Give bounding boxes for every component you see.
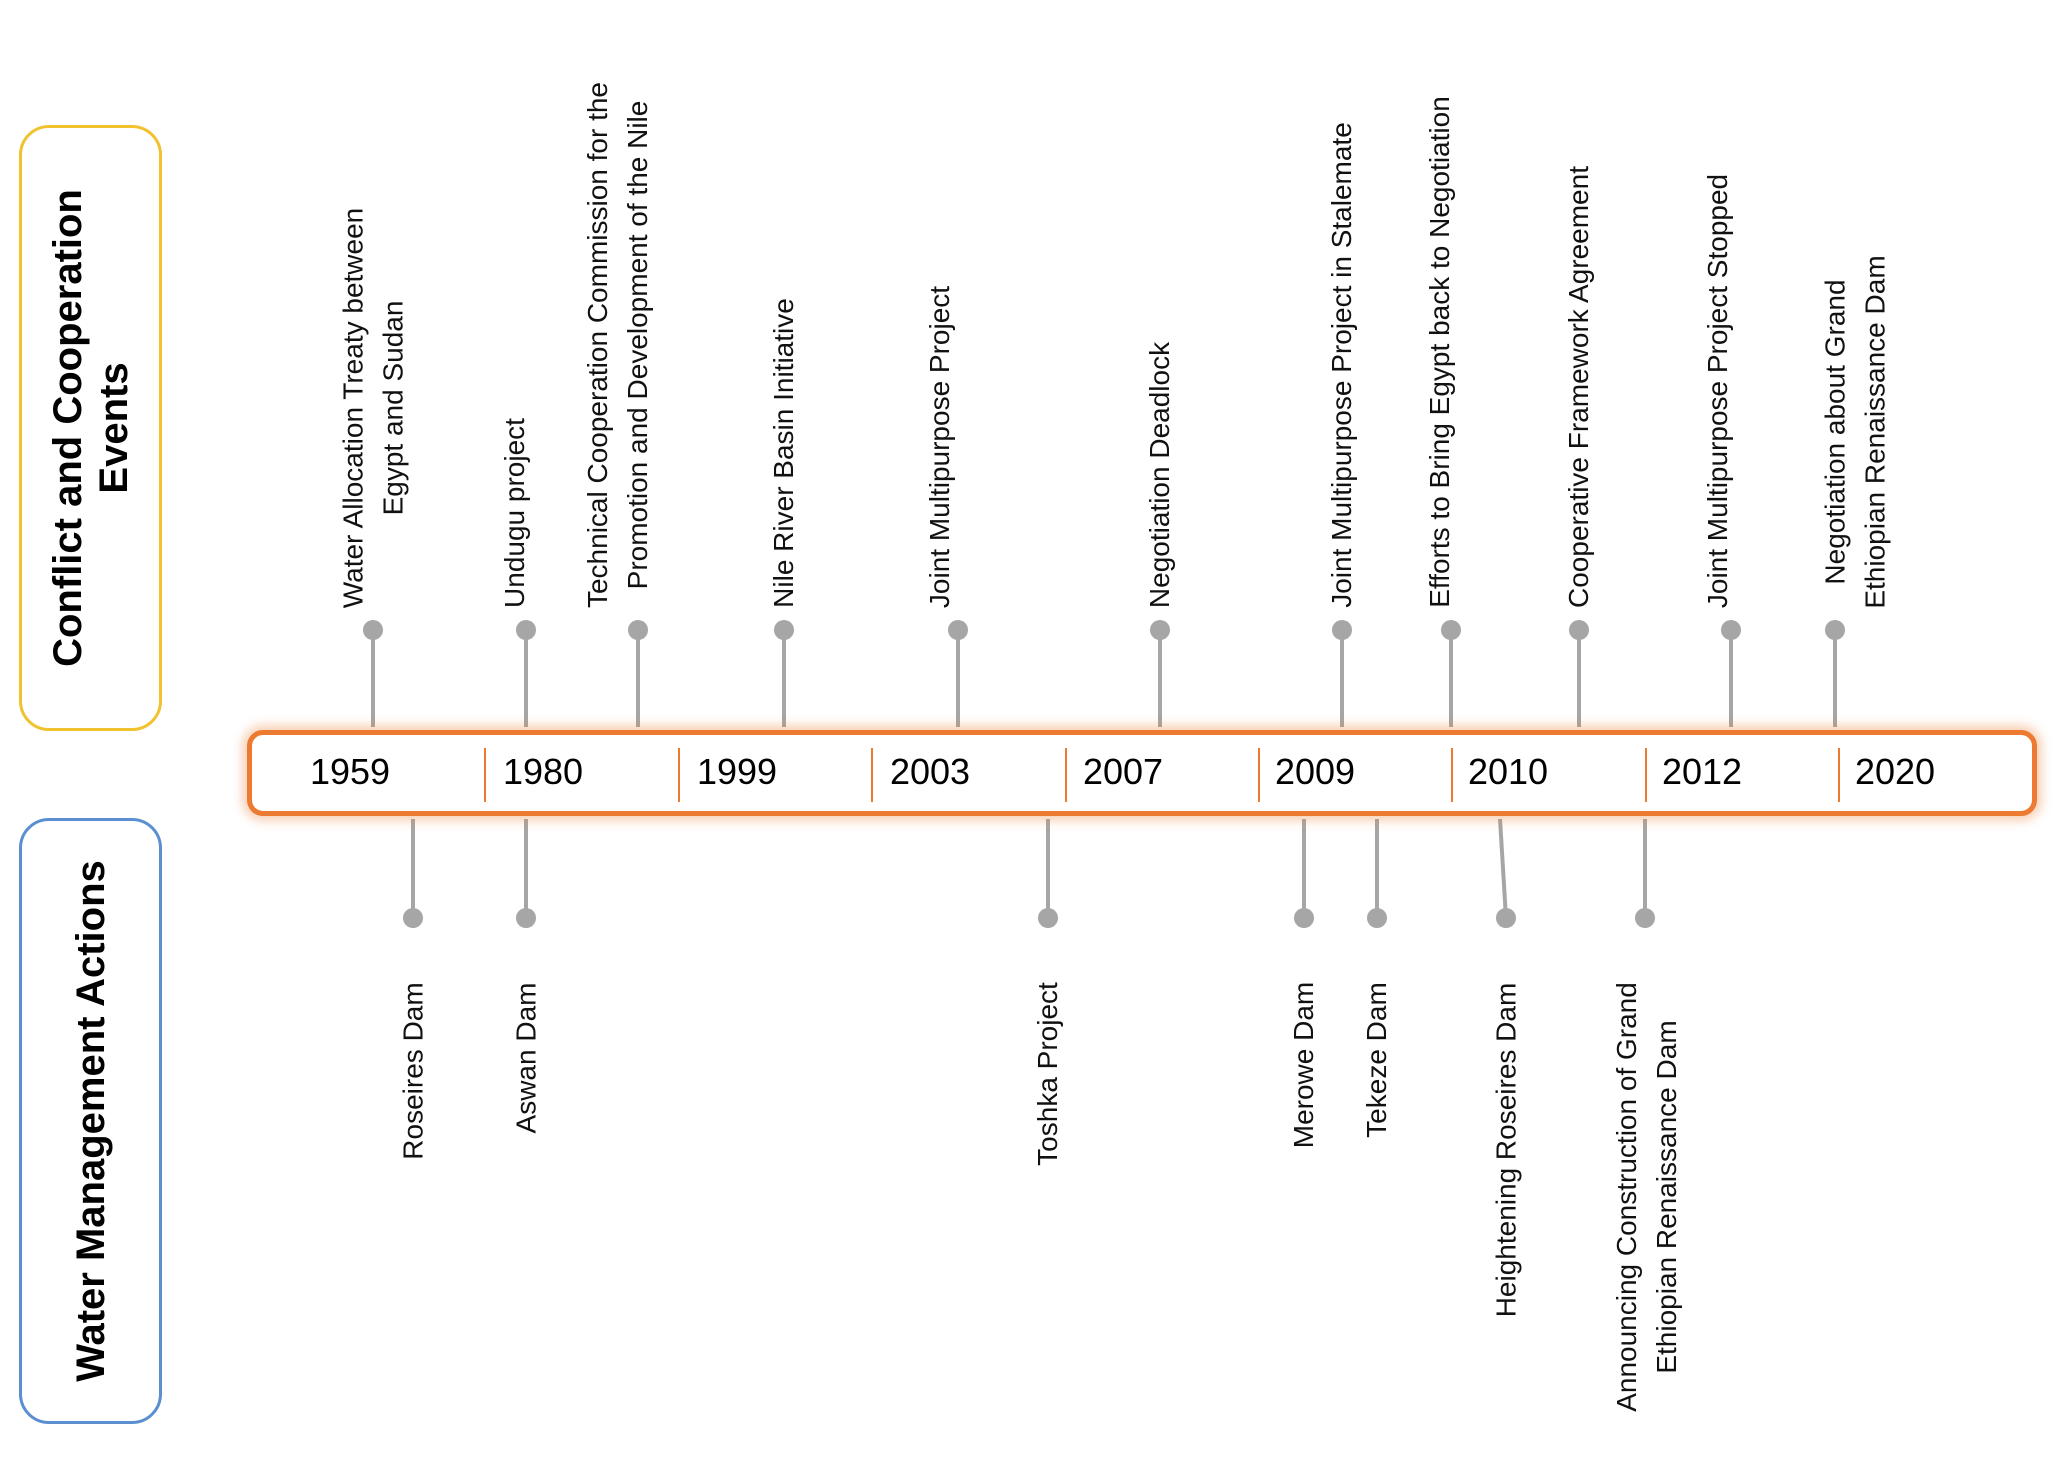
top-event-stem-9 xyxy=(1569,620,1589,727)
bottom-event-label-7-line-1: Announcing Construction of Grand xyxy=(1610,982,1642,1412)
bottom-event-label-3 xyxy=(1028,982,1068,1166)
year-label-2009: 2009 xyxy=(1274,751,1356,792)
top-event-label-11-line-1: Negotiation about Grand xyxy=(1819,278,1851,585)
top-event-stem-5 xyxy=(948,620,968,727)
top-event-label-6 xyxy=(1140,342,1180,608)
bottom-event-label-2 xyxy=(506,982,546,1133)
top-event-label-3-line-1: Technical Cooperation Commission for the xyxy=(582,81,614,609)
top-event-label-2-line-1: Undugu project xyxy=(498,418,530,608)
top-event-label-11-line-2: Ethiopian Renaissance Dam xyxy=(1859,254,1891,609)
year-divider xyxy=(1065,748,1067,802)
bottom-event-label-2-line-1: Aswan Dam xyxy=(509,982,541,1133)
year-divider xyxy=(1451,748,1453,802)
bottom-event-stem-3 xyxy=(1038,819,1058,928)
top-event-label-7 xyxy=(1322,122,1362,608)
year-divider xyxy=(1838,748,1840,802)
top-event-label-9-line-1: Cooperative Framework Agreement xyxy=(1562,166,1594,608)
bottom-event-label-7-line-2: Ethiopian Renaissance Dam xyxy=(1650,1020,1682,1374)
top-event-label-5 xyxy=(920,286,960,608)
top-event-label-4-line-1: Nile River Basin Initiative xyxy=(767,298,799,608)
top-event-label-3-line-2: Promotion and Development of the Nile xyxy=(622,100,654,590)
top-event-label-10-line-1: Joint Multipurpose Project Stopped xyxy=(1702,173,1734,609)
top-event-stem-11 xyxy=(1825,620,1845,727)
year-label-2020: 2020 xyxy=(1854,751,1936,792)
top-event-label-9 xyxy=(1559,166,1599,608)
top-event-label-4 xyxy=(764,298,804,608)
top-event-label-11 xyxy=(1815,255,1895,608)
top-event-stem-3 xyxy=(628,620,648,727)
top-event-label-3 xyxy=(578,82,658,608)
conflict-label-line-1: Conflict and Cooperation xyxy=(45,189,90,667)
bottom-event-label-7 xyxy=(1607,982,1687,1412)
bottom-event-label-5-line-1: Tekeze Dam xyxy=(1360,982,1392,1138)
year-divider xyxy=(484,748,486,802)
bottom-event-label-1-line-1: Roseires Dam xyxy=(397,981,429,1160)
top-event-label-7-line-1: Joint Multipurpose Project in Stalemate xyxy=(1325,122,1357,608)
bottom-event-stem-7 xyxy=(1635,819,1655,928)
top-event-label-10 xyxy=(1698,174,1738,608)
bottom-event-label-6 xyxy=(1486,982,1526,1317)
bottom-event-label-4 xyxy=(1284,982,1324,1148)
bottom-event-stem-2 xyxy=(516,819,536,928)
year-label-2012: 2012 xyxy=(1661,751,1743,792)
bottom-event-label-6-line-1: Heightening Roseires Dam xyxy=(1489,982,1521,1317)
year-label-2010: 2010 xyxy=(1467,751,1549,792)
water-management-lane-label: Water Management Actions xyxy=(68,860,113,1382)
bottom-event-label-5 xyxy=(1357,982,1397,1138)
year-divider xyxy=(678,748,680,802)
top-event-stem-8 xyxy=(1441,620,1461,727)
year-label-1999: 1999 xyxy=(696,751,778,792)
top-event-stem-2 xyxy=(516,620,536,727)
top-event-label-2 xyxy=(495,418,535,608)
top-event-stem-10 xyxy=(1721,620,1741,727)
year-divider xyxy=(1258,748,1260,802)
top-event-label-1 xyxy=(333,207,413,608)
top-event-stem-1 xyxy=(363,620,383,727)
top-event-stem-4 xyxy=(774,620,794,727)
year-label-2003: 2003 xyxy=(889,751,971,792)
bottom-event-stem-1 xyxy=(403,819,423,928)
top-event-label-8-line-1: Efforts to Bring Egypt back to Negotiation xyxy=(1423,96,1455,608)
bottom-event-stem-6 xyxy=(1496,819,1516,928)
top-event-label-5-line-1: Joint Multipurpose Project xyxy=(924,285,956,609)
top-event-stem-7 xyxy=(1332,620,1352,727)
top-event-label-6-line-1: Negotiation Deadlock xyxy=(1144,341,1176,609)
year-divider xyxy=(1645,748,1647,802)
top-event-stem-6 xyxy=(1150,620,1170,727)
year-label-2007: 2007 xyxy=(1082,751,1164,792)
bottom-event-label-1 xyxy=(393,982,433,1159)
conflict-label-line-2: Events xyxy=(91,362,136,494)
bottom-event-label-4-line-1: Merowe Dam xyxy=(1288,981,1320,1149)
bottom-event-stem-4 xyxy=(1294,819,1314,928)
bottom-event-stem-5 xyxy=(1367,819,1387,928)
top-event-label-8 xyxy=(1420,96,1460,608)
bottom-event-label-3-line-1: Toshka Project xyxy=(1031,982,1063,1166)
top-event-label-1-line-2: Egypt and Sudan xyxy=(376,300,408,515)
year-label-1959: 1959 xyxy=(309,751,391,792)
top-event-label-1-line-1: Water Allocation Treaty between xyxy=(336,207,368,608)
year-divider xyxy=(871,748,873,802)
year-label-1980: 1980 xyxy=(502,751,584,792)
